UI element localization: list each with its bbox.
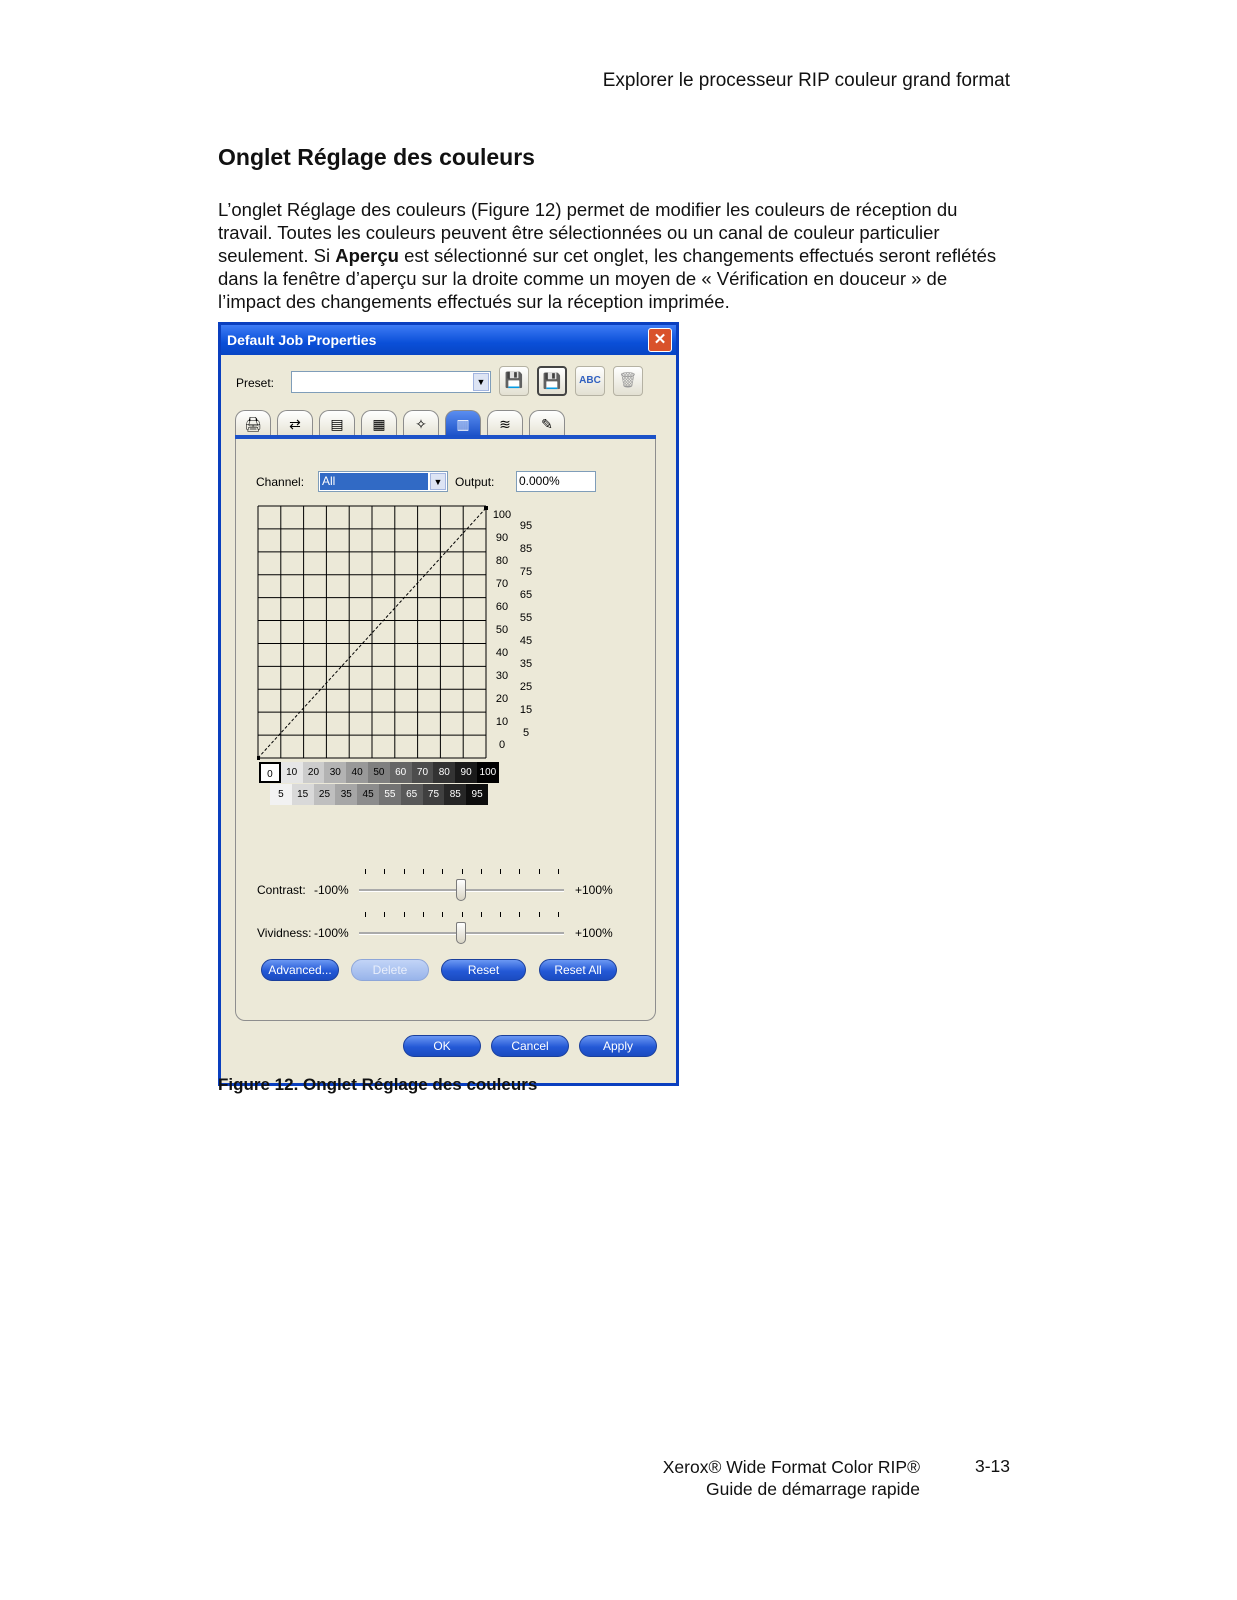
slider-tick [462, 912, 463, 917]
curve-label-major: 0 [498, 739, 506, 751]
gray-swatch[interactable]: 30 [324, 762, 346, 783]
page-icon: ▤ [330, 416, 344, 432]
curve-label-minor: 35 [519, 658, 533, 670]
slider-tick [500, 869, 501, 874]
gray-swatch[interactable]: 80 [433, 762, 455, 783]
curve-label-major: 20 [495, 693, 509, 705]
gray-swatch[interactable]: 90 [455, 762, 477, 783]
slider-tick [442, 869, 443, 874]
dialog-titlebar[interactable] [221, 325, 676, 355]
footer-guide-name: Guide de démarrage rapide [705, 1479, 920, 1499]
slider-tick [442, 912, 443, 917]
job-properties-dialog [218, 322, 679, 1086]
footer-product-name: Xerox® Wide Format Color RIP® [662, 1457, 920, 1477]
color-adjust-icon: ▥ [456, 416, 470, 432]
chevron-down-icon[interactable]: ▼ [430, 473, 446, 490]
curve-label-major: 80 [495, 555, 509, 567]
contrast-label: Contrast: [257, 883, 306, 897]
gray-swatch[interactable]: 60 [390, 762, 412, 783]
running-header: Explorer le processeur RIP couleur grand format [602, 70, 1010, 91]
gray-swatch[interactable]: 55 [379, 784, 401, 805]
save-icon[interactable]: 💾 [537, 366, 567, 396]
curve-label-minor: 15 [519, 704, 533, 716]
curve-label-major: 30 [495, 670, 509, 682]
curve-label-minor: 25 [519, 681, 533, 693]
gray-swatch[interactable]: 5 [270, 784, 292, 805]
gray-swatch[interactable]: 100 [477, 762, 499, 783]
vividness-min-label: -100% [314, 926, 349, 940]
slider-tick [404, 869, 405, 874]
printer-icon: 🖨 [244, 416, 262, 432]
gray-swatch[interactable]: 10 [281, 762, 303, 783]
gray-swatch[interactable]: 75 [423, 784, 445, 805]
chevron-down-icon[interactable]: ▼ [473, 373, 489, 391]
tab-color-pen[interactable] [529, 410, 565, 436]
contrast-slider[interactable] [359, 865, 564, 901]
tab-scale[interactable] [403, 410, 439, 436]
figure-caption: Figure 12. Onglet Réglage des couleurs [218, 1075, 538, 1094]
curve-label-minor: 65 [519, 589, 533, 601]
paragraph-text-1: L’onglet Réglage des couleurs (Figure 12) permet de modifier les couleurs de réception du travail. Toutes les couleurs peuvent être sélectionnées ou un canal de couleur particulier seulement. Si [218, 199, 958, 266]
vividness-label: Vividness: [257, 926, 312, 940]
contrast-slider-thumb[interactable] [456, 879, 466, 901]
slider-tick [423, 869, 424, 874]
slider-tick [384, 869, 385, 874]
preset-label: Preset: [236, 376, 275, 390]
body-paragraph [218, 198, 1008, 313]
tab-color-adjust[interactable] [445, 410, 481, 436]
layers-icon: ≋ [499, 416, 511, 432]
curve-label-major: 90 [495, 532, 509, 544]
curve-label-major: 40 [495, 647, 509, 659]
slider-tick [539, 869, 540, 874]
gray-swatch[interactable]: 0 [259, 762, 281, 783]
curve-label-major: 70 [495, 578, 509, 590]
slider-tick [558, 912, 559, 917]
section-title: Onglet Réglage des couleurs [218, 144, 535, 170]
curve-end-point [484, 506, 488, 510]
slider-tick [558, 869, 559, 874]
contrast-max-label: +100% [575, 883, 613, 897]
tab-page[interactable] [319, 410, 355, 436]
paragraph-text-2: est sélectionné sur cet onglet, les changements effectués seront reflétés dans la fenêtre d’aperçu sur la droite comme un moyen de « Vérification en douceur » de l’impact des changements effectués sur la réception imprimée. [218, 245, 997, 312]
curve-label-major: 60 [495, 601, 509, 613]
tab-filmstrip[interactable] [361, 410, 397, 436]
gray-swatch[interactable]: 85 [444, 784, 466, 805]
slider-tick [365, 869, 366, 874]
gray-swatch[interactable]: 20 [303, 762, 325, 783]
delete-preset-icon[interactable]: 🗑 [613, 366, 643, 396]
paragraph-bold-term: Aperçu [335, 245, 399, 266]
scale-icon: ✧ [415, 416, 427, 432]
curve-label-minor: 85 [519, 543, 533, 555]
curve-label-minor: 75 [519, 566, 533, 578]
slider-tick [481, 912, 482, 917]
reset-all-button[interactable]: Reset All [539, 959, 617, 981]
curve-label-minor: 45 [519, 635, 533, 647]
contrast-min-label: -100% [314, 883, 349, 897]
vividness-slider[interactable] [359, 908, 564, 944]
curve-label-major: 100 [492, 509, 512, 521]
gray-swatch[interactable]: 70 [412, 762, 434, 783]
gray-swatch[interactable]: 25 [314, 784, 336, 805]
color-pen-icon: ✎ [541, 416, 553, 432]
close-button[interactable]: ✕ [648, 328, 672, 352]
tab-layers[interactable] [487, 410, 523, 436]
vividness-slider-thumb[interactable] [456, 922, 466, 944]
slider-tick [365, 912, 366, 917]
gray-swatch[interactable]: 65 [401, 784, 423, 805]
gray-swatch[interactable]: 50 [368, 762, 390, 783]
slider-tick [519, 869, 520, 874]
delete-button[interactable]: Delete [351, 959, 429, 981]
gray-swatch[interactable]: 40 [346, 762, 368, 783]
output-field[interactable]: 0.000% [516, 471, 596, 492]
gray-swatch[interactable]: 45 [357, 784, 379, 805]
layout-icon: ⇄ [289, 416, 301, 432]
curve-start-point [257, 756, 260, 760]
reset-button[interactable]: Reset [441, 959, 526, 981]
curve-label-minor: 95 [519, 520, 533, 532]
output-label: Output: [455, 475, 495, 489]
slider-tick [500, 912, 501, 917]
slider-tick [384, 912, 385, 917]
tab-layout[interactable] [277, 410, 313, 436]
page-number: 3-13 [975, 1456, 1011, 1476]
abc-icon[interactable]: ABC [575, 366, 605, 396]
dialog-title: Default Job Properties [227, 332, 377, 348]
curve-label-minor: 55 [519, 612, 533, 624]
slider-tick [481, 869, 482, 874]
preset-dropdown[interactable] [291, 371, 491, 393]
save-disabled-icon[interactable]: 💾 [499, 366, 529, 396]
tone-curve-graph[interactable] [257, 505, 489, 760]
advanced-button[interactable]: Advanced... [261, 959, 339, 981]
channel-value: All [320, 473, 428, 490]
curve-label-major: 50 [495, 624, 509, 636]
gray-swatch[interactable]: 15 [292, 784, 314, 805]
slider-tick [404, 912, 405, 917]
slider-tick [462, 869, 463, 874]
tab-printer[interactable] [235, 410, 271, 436]
footer-product [600, 1456, 920, 1500]
apply-button[interactable]: Apply [579, 1035, 657, 1057]
channel-label: Channel: [256, 475, 305, 489]
curve-label-minor: 5 [522, 727, 530, 739]
slider-tick [423, 912, 424, 917]
vividness-max-label: +100% [575, 926, 613, 940]
gray-swatch[interactable]: 35 [335, 784, 357, 805]
gray-swatch[interactable]: 95 [466, 784, 488, 805]
ok-button[interactable]: OK [403, 1035, 481, 1057]
channel-dropdown[interactable] [318, 471, 448, 492]
cancel-button[interactable]: Cancel [491, 1035, 569, 1057]
slider-tick [519, 912, 520, 917]
filmstrip-icon: ▦ [372, 416, 386, 432]
slider-tick [539, 912, 540, 917]
curve-label-major: 10 [495, 716, 509, 728]
